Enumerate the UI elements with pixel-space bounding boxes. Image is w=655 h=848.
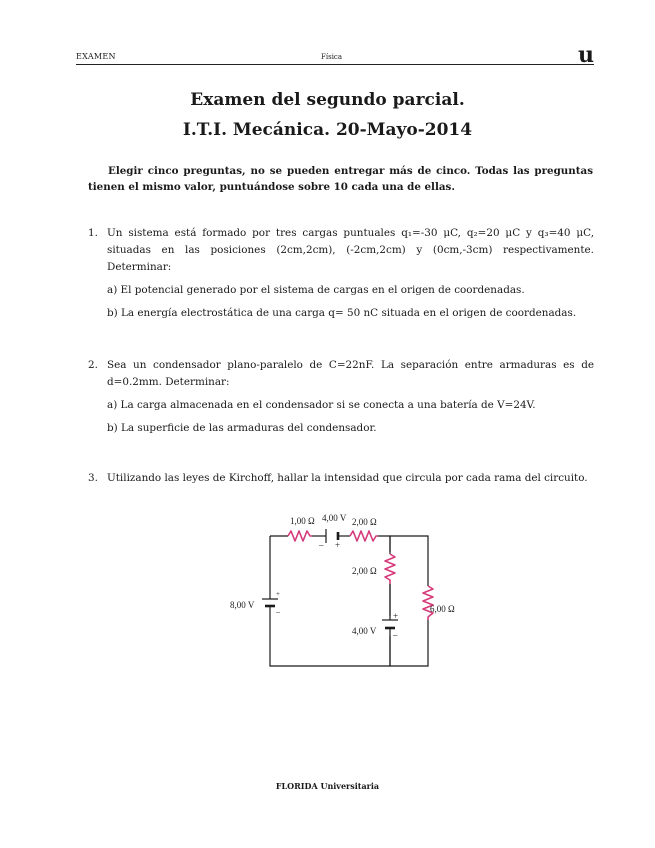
resistor-6ohm	[423, 586, 433, 620]
question-text: Un sistema está formado por tres cargas puntuales q₁=-30 μC, q₂=20 μC y q₃=40 μC, situadas en las posiciones (2cm,2cm), (-2cm,2cm) y (0cm,-3cm) respectivamente. Determinar:	[107, 227, 594, 273]
university-logo: u	[578, 42, 594, 68]
label-battery-top: 4,00 V	[322, 513, 347, 523]
resistor-1ohm	[288, 531, 312, 541]
circuit-wires	[270, 536, 428, 666]
question-part-a: a) La carga almacenada en el condensador si se conecta a una batería de V=24V.	[107, 399, 536, 411]
label-r-right: 6,00 Ω	[430, 604, 455, 614]
question-part-b: b) La energía electrostática de una carga q= 50 nC situada en el origen de coordenadas.	[107, 307, 577, 319]
polarity-minus: –	[393, 630, 398, 640]
label-battery-middle: 4,00 V	[352, 626, 377, 636]
header-exam-label: EXAMEN	[76, 52, 116, 61]
question-text: Sea un condensador plano-paralelo de C=22nF. La separación entre armaduras es de d=0.2mm. Determinar:	[107, 359, 594, 388]
polarity-plus: +	[276, 590, 280, 598]
exam-title: Examen del segundo parcial.	[190, 90, 465, 110]
label-r-top-left: 1,00 Ω	[290, 516, 315, 526]
resistor-2ohm-top	[350, 531, 378, 541]
polarity-minus: –	[319, 540, 324, 550]
polarity-plus: +	[393, 611, 399, 621]
question-number: 1.	[88, 227, 98, 239]
label-battery-left: 8,00 V	[230, 600, 255, 610]
question-part-a: a) El potencial generado por el sistema de cargas en el origen de coordenadas.	[107, 284, 525, 296]
header-divider	[76, 64, 594, 65]
circuit-diagram	[228, 508, 468, 678]
header-bar	[76, 42, 594, 68]
exam-subtitle: I.T.I. Mecánica. 20-Mayo-2014	[182, 120, 473, 140]
label-r-middle: 2,00 Ω	[352, 566, 377, 576]
question-number: 3.	[88, 472, 98, 484]
label-r-top-right: 2,00 Ω	[352, 517, 377, 527]
circuit-outer-loop	[270, 536, 390, 666]
page-footer: FLORIDA Universitaria	[275, 781, 380, 791]
instructions: Elegir cinco preguntas, no se pueden entregar más de cinco. Todas las preguntas tienen el mismo valor, puntuándose sobre 10 cada una de ellas.	[88, 165, 593, 193]
question-part-b: b) La superficie de las armaduras del condensador.	[107, 422, 377, 434]
question-2	[88, 357, 594, 437]
question-1	[88, 225, 594, 322]
header-subject: Física	[321, 53, 343, 61]
polarity-minus: –	[276, 607, 280, 616]
question-text: Utilizando las leyes de Kirchoff, hallar la intensidad que circula por cada rama del circuito.	[107, 472, 588, 484]
question-3	[88, 470, 594, 487]
polarity-plus: +	[335, 540, 341, 550]
question-number: 2.	[88, 359, 98, 371]
